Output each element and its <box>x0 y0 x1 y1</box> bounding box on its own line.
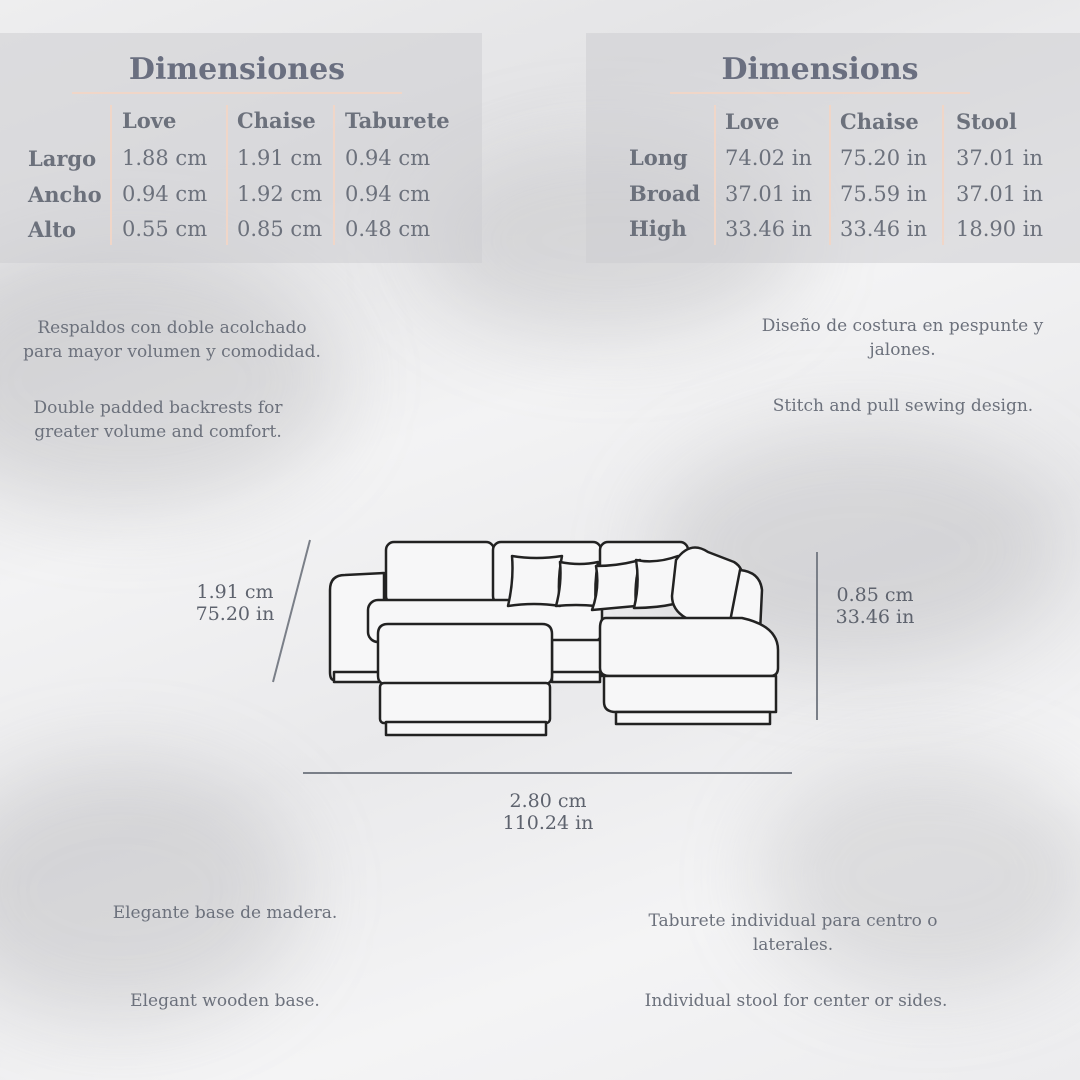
caption-backrest-en: Double padded backrests for greater volume and comfort. <box>33 398 283 442</box>
stool-base <box>386 722 546 735</box>
depth-cm: 1.91 cm <box>196 581 274 603</box>
depth-label <box>180 581 290 625</box>
chaise-base <box>616 712 770 724</box>
table-cell: 33.46 in <box>725 217 813 241</box>
table-cell: 37.01 in <box>956 182 1044 206</box>
stool-body <box>380 683 550 723</box>
width-in: 110.24 in <box>502 812 594 834</box>
caption-stitch-es: Diseño de costura en pespunte y jalones. <box>761 316 1044 360</box>
caption-stitch-en: Stitch and pull sewing design. <box>772 396 1034 416</box>
table-title-es: Dimensiones <box>128 52 346 87</box>
column-header: Stool <box>956 109 1017 134</box>
column-header: Taburete <box>345 108 450 133</box>
chaise-seat-cushion <box>600 618 778 676</box>
seat-front <box>552 640 602 676</box>
caption-backrest-es: Respaldos con doble acolchado para mayor volumen y comodidad. <box>23 318 321 362</box>
caption-base-es: Elegante base de madera. <box>112 903 338 923</box>
row-label: Alto <box>28 217 76 242</box>
table-cell: 1.91 cm <box>237 146 323 170</box>
row-label: Ancho <box>28 182 102 207</box>
column-header: Chaise <box>237 108 316 133</box>
width-cm: 2.80 cm <box>509 790 587 812</box>
table-cell: 33.46 in <box>840 217 928 241</box>
caption-stool-es: Taburete individual para centro o laterales. <box>648 911 938 955</box>
height-in: 33.46 in <box>835 606 915 628</box>
row-label: Long <box>629 145 688 170</box>
table-cell: 18.90 in <box>956 217 1044 241</box>
throw-pillow <box>508 556 562 606</box>
table-cell: 0.94 cm <box>122 182 208 206</box>
table-cell: 0.85 cm <box>237 217 323 241</box>
column-header: Chaise <box>840 109 919 134</box>
table-cell: 75.20 in <box>840 146 928 170</box>
caption-stool-en: Individual stool for center or sides. <box>644 991 948 1011</box>
row-label: High <box>629 216 687 241</box>
table-cell: 0.55 cm <box>122 217 208 241</box>
table-cell: 0.94 cm <box>345 182 431 206</box>
depth-in: 75.20 in <box>195 603 275 625</box>
column-header: Love <box>725 109 780 134</box>
height-cm: 0.85 cm <box>836 584 914 606</box>
table-cell: 37.01 in <box>725 182 813 206</box>
throw-pillow <box>556 562 598 606</box>
caption-base-en: Elegant wooden base. <box>130 991 320 1011</box>
throw-pillow <box>592 560 640 610</box>
table-cell: 0.94 cm <box>345 146 431 170</box>
table-cell: 74.02 in <box>725 146 813 170</box>
row-label: Largo <box>28 146 97 171</box>
height-label <box>820 584 930 628</box>
table-title-en: Dimensions <box>721 52 919 87</box>
width-label <box>488 790 608 834</box>
table-cell: 37.01 in <box>956 146 1044 170</box>
table-cell: 1.88 cm <box>122 146 208 170</box>
column-header: Love <box>122 108 177 133</box>
stool-cushion <box>378 624 552 684</box>
table-cell: 1.92 cm <box>237 182 323 206</box>
row-label: Broad <box>629 181 701 206</box>
table-cell: 0.48 cm <box>345 217 431 241</box>
table-cell: 75.59 in <box>840 182 928 206</box>
sofa-base <box>552 672 600 682</box>
back-cushion <box>386 542 494 604</box>
chaise-body <box>604 676 776 712</box>
